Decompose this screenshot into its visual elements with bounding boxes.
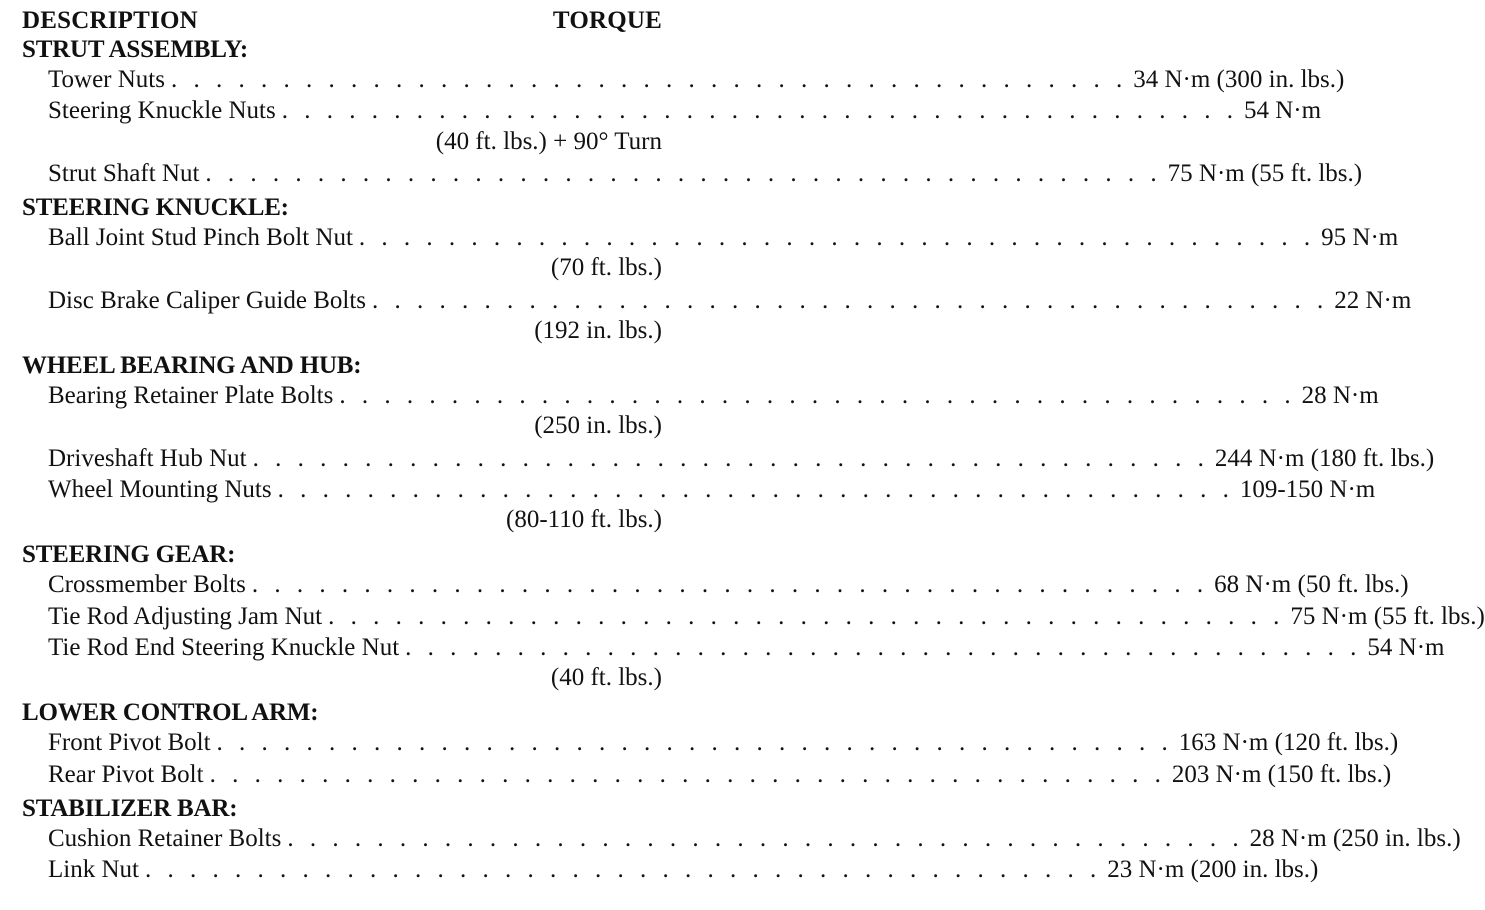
torque-value: 95 N·m [1321,224,1399,252]
torque-value: 244 N·m (180 ft. lbs.) [1214,444,1435,472]
spec-row [48,65,1345,95]
torque-value-continued: (40 ft. lbs.) + 90° Turn [435,127,662,155]
spec-label: Cushion Retainer Bolts [48,825,282,852]
spec-label: Rear Pivot Bolt [48,760,204,788]
section-heading: STRUT ASSEMBLY: [22,36,249,63]
torque-value: 54 N·m [1243,97,1322,125]
spec-row [48,475,1376,505]
dot-leader: . . . . . . . . . . . . . . . . . . . . . . . . . . . . . . . . . . . . . . . . . . . [405,633,1362,661]
dot-leader: . . . . . . . . . . . . . . . . . . . . . . . . . . . . . . . . . . . . . . . . . . . [252,444,1209,472]
spec-label: Strut Shaft Nut [48,159,200,187]
spec-label: Tower Nuts [48,66,165,94]
torque-value: 75 N·m (55 ft. lbs.) [1290,602,1485,630]
spec-row [48,602,1485,632]
torque-value: 68 N·m (50 ft. lbs.) [1214,571,1409,599]
torque-value-continued: (80-110 ft. lbs.) [506,506,662,533]
spec-row [48,159,1363,189]
torque-value: 203 N·m (150 ft. lbs.) [1171,760,1392,788]
spec-label: Steering Knuckle Nuts [48,97,276,125]
torque-value-continued: (70 ft. lbs.) [550,254,662,282]
spec-row [48,824,1461,854]
torque-value: 75 N·m (55 ft. lbs.) [1167,159,1363,187]
torque-value-continued: (192 in. lbs.) [534,316,662,344]
spec-row [48,760,1392,790]
section-heading: LOWER CONTROL ARM: [22,699,319,727]
spec-label: Driveshaft Hub Nut [48,444,247,472]
torque-value: 28 N·m [1301,382,1379,410]
torque-heading: TORQUE [552,7,662,34]
dot-leader: . . . . . . . . . . . . . . . . . . . . . . . . . . . . . . . . . . . . . . . . . . . [251,571,1209,599]
dot-leader: . . . . . . . . . . . . . . . . . . . . . . . . . . . . . . . . . . . . . . . . . . . [358,224,1316,252]
dot-leader: . . . . . . . . . . . . . . . . . . . . . . . . . . . . . . . . . . . . . . . . . . . [277,475,1234,503]
torque-value: 34 N·m (300 in. lbs.) [1133,66,1345,94]
torque-value: 163 N·m (120 ft. lbs.) [1178,729,1399,757]
torque-value: 28 N·m (250 in. lbs.) [1249,825,1461,852]
torque-value: 109-150 N·m [1239,475,1376,503]
dot-leader: . . . . . . . . . . . . . . . . . . . . . . . . . . . . . . . . . . . . . . . . . . . [372,286,1329,314]
spec-label: Tie Rod Adjusting Jam Nut [48,602,323,630]
spec-label: Bearing Retainer Plate Bolts [48,382,334,410]
spec-label: Ball Joint Stud Pinch Bolt Nut [48,224,353,252]
torque-value-continued: (250 in. lbs.) [534,412,662,440]
description-heading: DESCRIPTION [22,7,198,34]
dot-leader: . . . . . . . . . . . . . . . . . . . . . . . . . . . . . . . . . . . . . . . . . . . [209,760,1166,788]
dot-leader: . . . . . . . . . . . . . . . . . . . . . . . . . . . . . . . . . . . . . . . . . . . [144,856,1102,884]
dot-leader: . . . . . . . . . . . . . . . . . . . . . . . . . . . . . . . . . . . . . . . . . . . [281,97,1238,125]
dot-leader: . . . . . . . . . . . . . . . . . . . . . . . . . . . . . . . . . . . . . . . . . . . [328,602,1285,630]
spec-row [48,223,1399,253]
spec-label: Tie Rod End Steering Knuckle Nut [48,633,400,661]
torque-value: 22 N·m [1334,286,1412,314]
spec-label: Front Pivot Bolt [48,729,211,757]
spec-row [48,381,1379,411]
torque-value: 23 N·m (200 in. lbs.) [1107,856,1319,884]
section-heading: STEERING GEAR: [22,541,236,569]
section-heading: STABILIZER BAR: [22,794,238,822]
spec-row [48,633,1445,663]
spec-label: Crossmember Bolts [48,571,246,599]
dot-leader: . . . . . . . . . . . . . . . . . . . . . . . . . . . . . . . . . . . . . . . . . . . [170,66,1128,94]
torque-value: 54 N·m [1367,633,1445,661]
spec-row [48,96,1322,126]
spec-label: Wheel Mounting Nuts [48,475,272,503]
spec-label: Link Nut [48,856,139,884]
spec-row [48,444,1435,474]
section-heading: WHEEL BEARING AND HUB: [22,352,362,379]
dot-leader: . . . . . . . . . . . . . . . . . . . . . . . . . . . . . . . . . . . . . . . . . . . [339,382,1296,410]
spec-row [48,855,1319,885]
spec-label: Disc Brake Caliper Guide Bolts [48,286,366,314]
dot-leader: . . . . . . . . . . . . . . . . . . . . . . . . . . . . . . . . . . . . . . . . . . . [216,729,1173,757]
dot-leader: . . . . . . . . . . . . . . . . . . . . . . . . . . . . . . . . . . . . . . . . . . . [205,159,1162,187]
section-heading: STEERING KNUCKLE: [22,194,289,221]
spec-row [48,570,1409,600]
spec-row [48,286,1412,316]
dot-leader: . . . . . . . . . . . . . . . . . . . . . . . . . . . . . . . . . . . . . . . . . . . [287,825,1244,852]
torque-value-continued: (40 ft. lbs.) [550,664,662,691]
spec-row [48,728,1399,758]
table-header [22,6,662,36]
